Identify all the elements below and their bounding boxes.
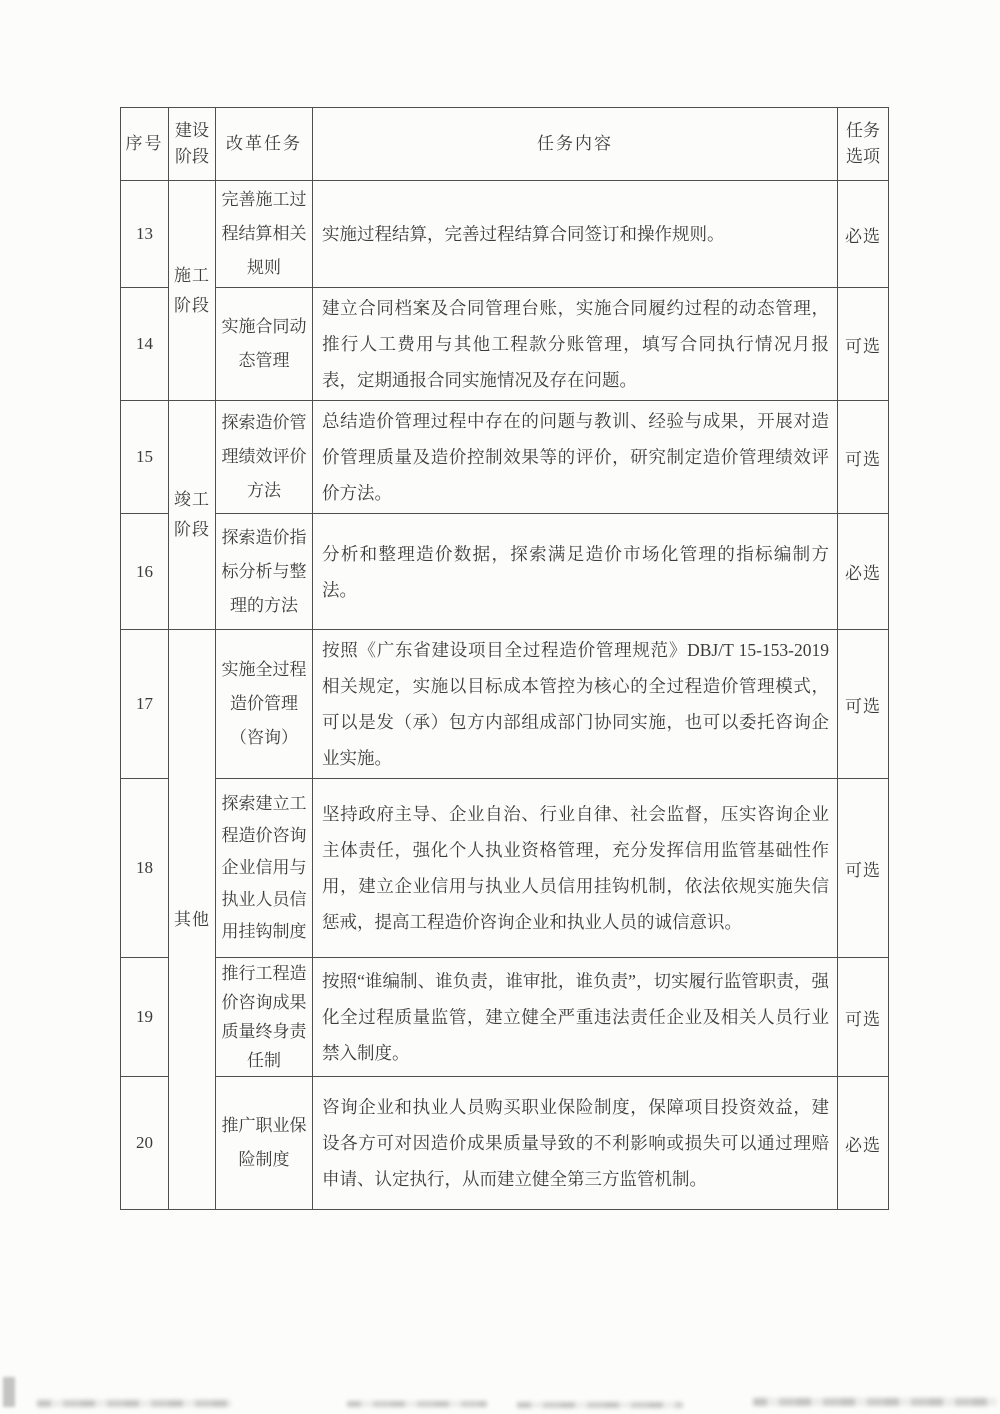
row-17-option: 可选 <box>838 630 889 779</box>
scan-artifact <box>753 1398 997 1406</box>
row-19-content: 按照“谁编制、谁负责，谁审批，谁负责”，切实履行监管职责，强化全过程质量监管，建立健全严重违法责任企业及相关人员行业禁入制度。 <box>313 958 838 1077</box>
table-row-20 <box>121 1077 889 1210</box>
header-cell-stage: 建设阶段 <box>169 108 216 181</box>
header-cell-no: 序号 <box>121 108 169 181</box>
row-20-content: 咨询企业和执业人员购买职业保险制度，保障项目投资效益，建设各方可对因造价成果质量导致的不利影响或损失可以通过理赔申请、认定执行，从而建立健全第三方监管机制。 <box>313 1077 838 1210</box>
row-19-option: 可选 <box>838 958 889 1077</box>
scan-artifact <box>517 1402 683 1408</box>
row-15-no: 15 <box>121 401 169 514</box>
row-14-option: 可选 <box>838 288 889 401</box>
row-16-task: 探索造价指标分析与整理的方法 <box>216 514 313 630</box>
row-18-option: 可选 <box>838 779 889 958</box>
row-18-no: 18 <box>121 779 169 958</box>
stage-cell-construction: 施工阶段 <box>169 181 216 401</box>
row-17-no: 17 <box>121 630 169 779</box>
row-19-no: 19 <box>121 958 169 1077</box>
stage-cell-completion: 竣工阶段 <box>169 401 216 630</box>
table-row-14 <box>121 288 889 401</box>
row-16-content: 分析和整理造价数据，探索满足造价市场化管理的指标编制方法。 <box>313 514 838 630</box>
table-row-15 <box>121 401 889 514</box>
header-cell-content: 任务内容 <box>313 108 838 181</box>
table-row-13 <box>121 181 889 288</box>
row-18-task: 探索建立工程造价咨询企业信用与执业人员信用挂钩制度 <box>216 779 313 958</box>
row-20-task: 推广职业保险制度 <box>216 1077 313 1210</box>
row-13-content: 实施过程结算，完善过程结算合同签订和操作规则。 <box>313 181 838 288</box>
scan-artifact <box>3 1377 15 1407</box>
row-13-no: 13 <box>121 181 169 288</box>
row-20-no: 20 <box>121 1077 169 1210</box>
row-16-no: 16 <box>121 514 169 630</box>
row-15-content: 总结造价管理过程中存在的问题与教训、经验与成果，开展对造价管理质量及造价控制效果等的评价，研究制定造价管理绩效评价方法。 <box>313 401 838 514</box>
row-14-task: 实施合同动态管理 <box>216 288 313 401</box>
row-17-content: 按照《广东省建设项目全过程造价管理规范》DBJ/T 15-153-2019 相关规定，实施以目标成本管控为核心的全过程造价管理模式，可以是发（承）包方内部组成部门协同实施，也可以委托咨询企业实施。 <box>313 630 838 779</box>
row-17-task: 实施全过程造价管理（咨询） <box>216 630 313 779</box>
reform-task-table <box>120 107 889 1210</box>
table-row-17 <box>121 630 889 779</box>
header-cell-task: 改革任务 <box>216 108 313 181</box>
row-16-option: 必选 <box>838 514 889 630</box>
row-20-option: 必选 <box>838 1077 889 1210</box>
row-15-option: 可选 <box>838 401 889 514</box>
stage-cell-other: 其他 <box>169 630 216 1210</box>
header-cell-option: 任务选项 <box>838 108 889 181</box>
row-15-task: 探索造价管理绩效评价方法 <box>216 401 313 514</box>
row-13-task: 完善施工过程结算相关规则 <box>216 181 313 288</box>
row-18-content: 坚持政府主导、企业自治、行业自律、社会监督，压实咨询企业主体责任，强化个人执业资格管理，充分发挥信用监管基础性作用，建立企业信用与执业人员信用挂钩机制，依法依规实施失信惩戒，提高工程造价咨询企业和执业人员的诚信意识。 <box>313 779 838 958</box>
table-header-row <box>121 108 889 181</box>
row-19-task: 推行工程造价咨询成果质量终身责任制 <box>216 958 313 1077</box>
row-13-option: 必选 <box>838 181 889 288</box>
scan-artifact <box>37 1400 232 1407</box>
table-row-19 <box>121 958 889 1077</box>
row-14-no: 14 <box>121 288 169 401</box>
table-row-16 <box>121 514 889 630</box>
row-14-content: 建立合同档案及合同管理台账，实施合同履约过程的动态管理，推行人工费用与其他工程款分账管理，填写合同执行情况月报表，定期通报合同实施情况及存在问题。 <box>313 288 838 401</box>
scan-artifact <box>347 1401 487 1407</box>
table-row-18 <box>121 779 889 958</box>
